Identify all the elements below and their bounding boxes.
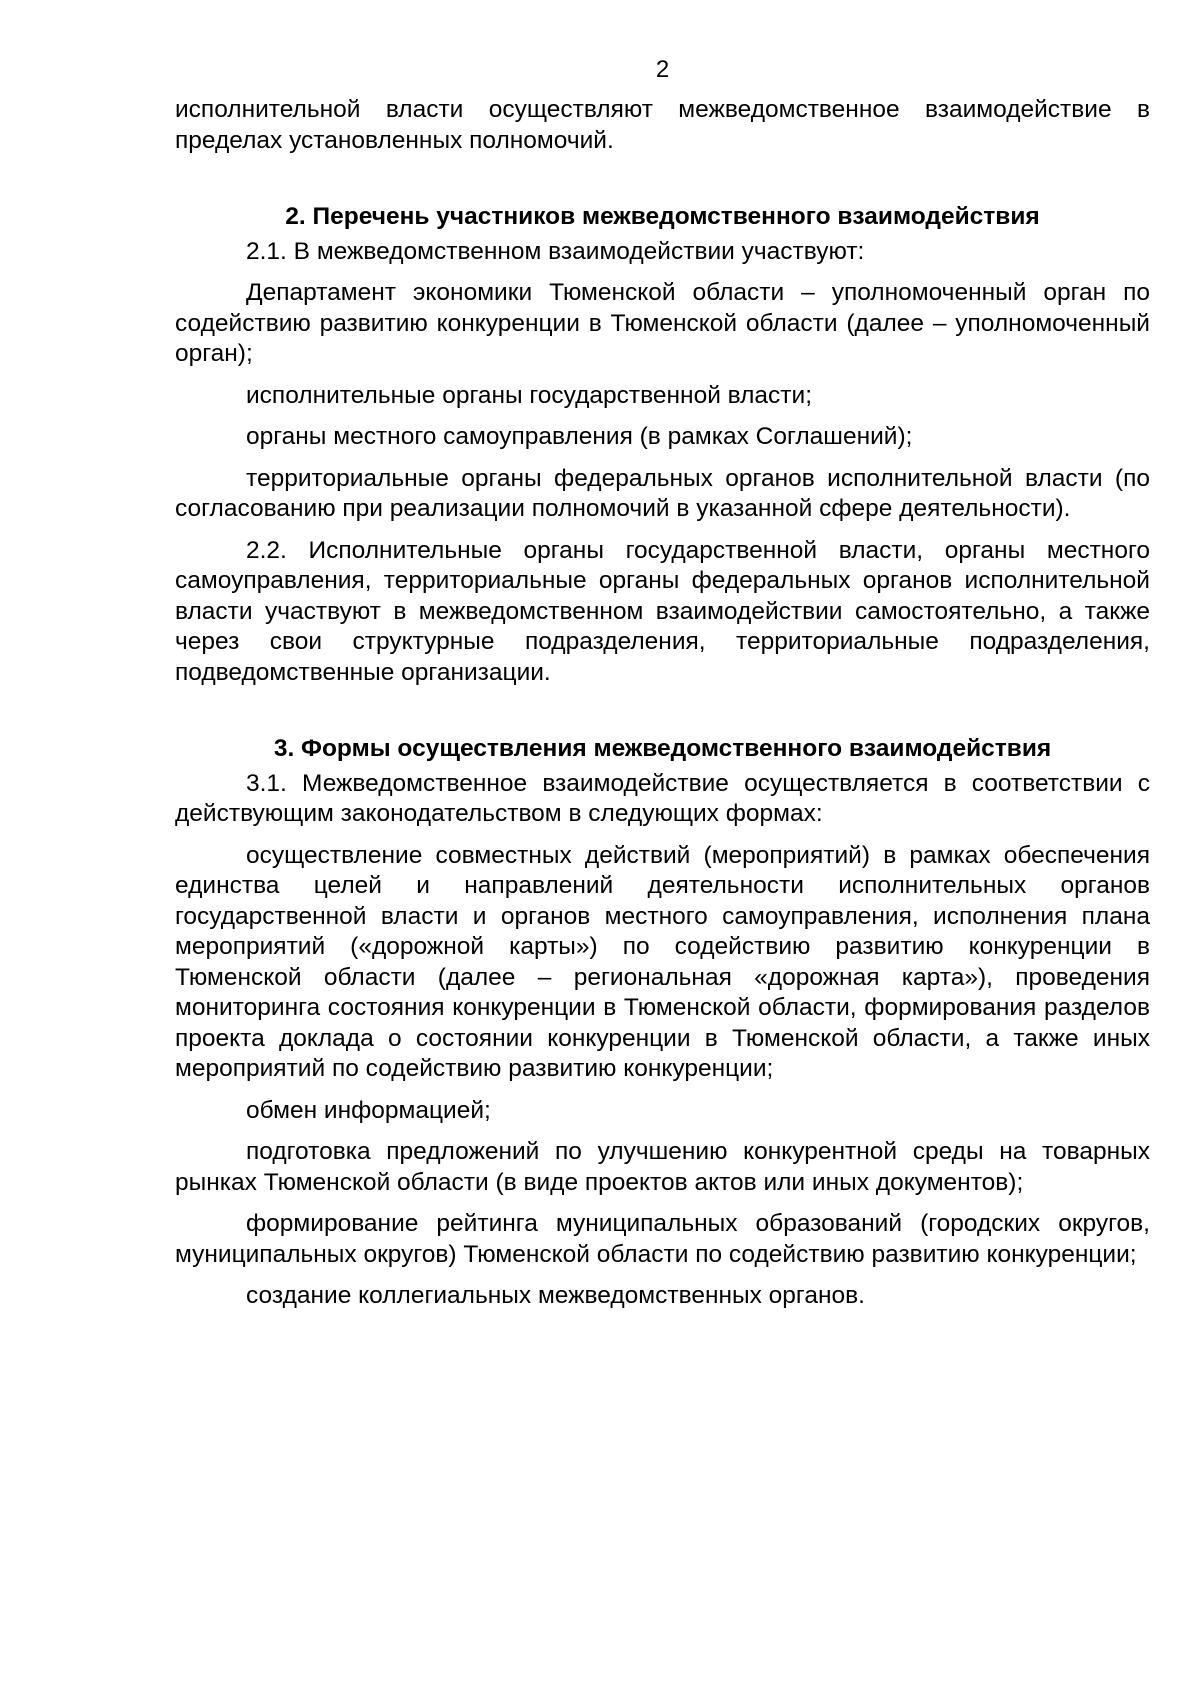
section-3-paragraph-2: осуществление совместных действий (мероприятий) в рамках обеспечения единства целей и направлений деятельности исполнительных органов государственной власти и органов местного самоуправления, исполнения плана мероприятий («дорожной карты») по содействию развитию конкуренции в Тюменской области (далее – региональная «дорожная карта»), проведения мониторинга состояния конкуренции в Тюменской области, формирования разделов проекта доклада о состоянии конкуренции в Тюменской области, а также иных мероприятий по содействию развитию конкуренции; [175,841,1150,1082]
section-3-paragraph-6: создание коллегиальных межведомственных органов. [246,1282,865,1309]
section-2-paragraph-5: территориальные органы федеральных органов исполнительной власти (по согласованию при реализации полномочий в указанной сфере деятельности). [175,464,1150,522]
page-number: 2 [655,56,670,83]
section-2-paragraph-4: органы местного самоуправления (в рамках Соглашений); [246,423,913,450]
intro-paragraph: исполнительной власти осуществляют межведомственное взаимодействие в пределах установленных полномочий. [175,96,1150,154]
section-2-paragraph-3: исполнительные органы государственной власти; [246,381,813,409]
section-2-heading: 2. Перечень участников межведомственного взаимодействия [285,203,1040,230]
section-3-paragraph-5: формирование рейтинга муниципальных образований (городских округов, муниципальных округов) Тюменской области по содействию развитию конкуренции; [175,1210,1150,1268]
section-3-paragraph-1: 3.1. Межведомственное взаимодействие осуществляется в соответствии с действующим законодательством в следующих формах: [175,769,1150,827]
section-2-paragraph-1: 2.1. В межведомственном взаимодействии участвуют: [246,237,865,265]
section-2-paragraph-2: Департамент экономики Тюменской области – уполномоченный орган по содействию развитию конкуренции в Тюменской области (далее – уполномоченный орган); [175,279,1150,367]
section-2-paragraph-6: 2.2. Исполнительные органы государственной власти, органы местного самоуправления, территориальные органы федеральных органов исполнительной власти участвуют в межведомственном взаимодействии самостоятельно, а также через свои структурные подразделения, территориальные подразделения, подведомственные организации. [175,536,1150,686]
document-page [175,55,1150,1312]
section-3-paragraph-4: подготовка предложений по улучшению конкурентной среды на товарных рынках Тюменской области (в виде проектов актов или иных документов); [175,1138,1150,1196]
section-3-paragraph-3: обмен информацией; [246,1096,491,1124]
section-3-heading: 3. Формы осуществления межведомственного взаимодействия [273,735,1052,762]
